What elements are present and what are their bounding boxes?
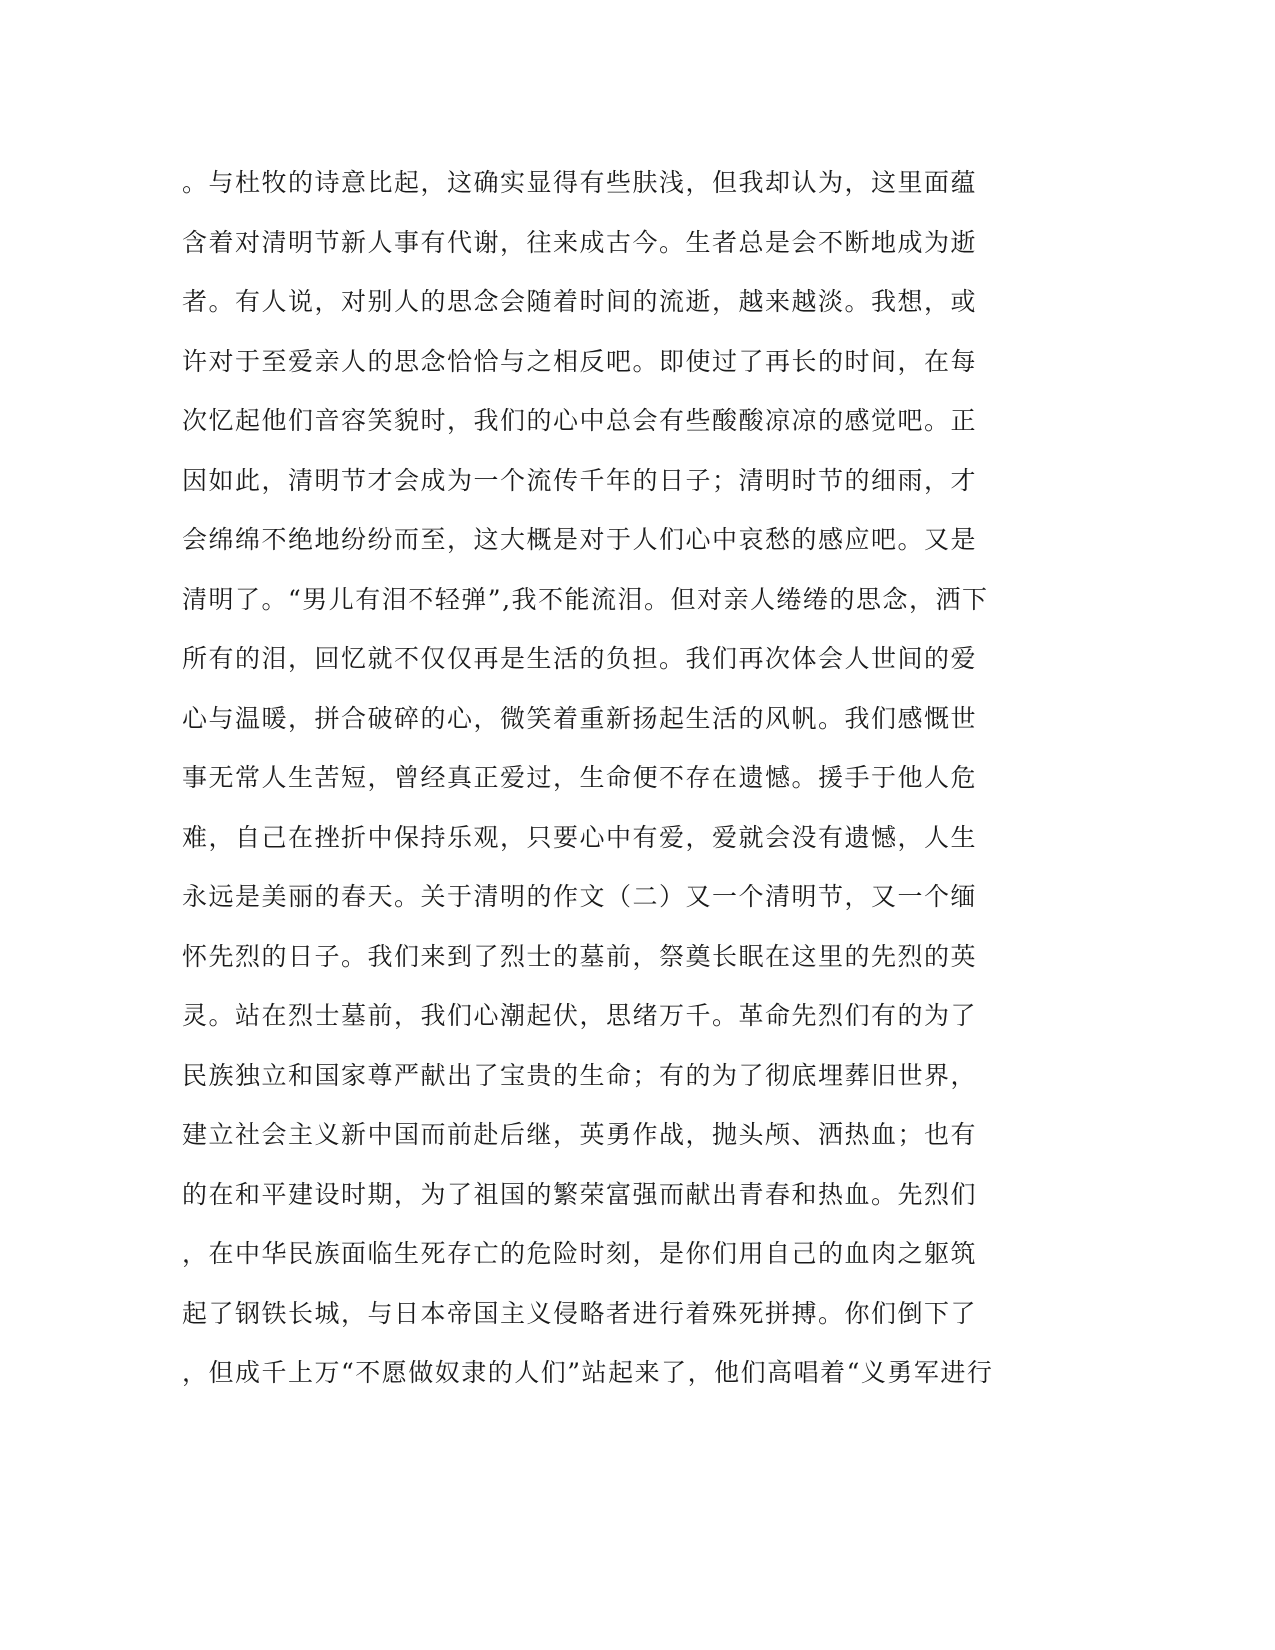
- text-line: 事无常人生苦短，曾经真正爱过，生命便不存在遗憾。援手于他人危: [182, 763, 978, 792]
- text-line: 的在和平建设时期，为了祖国的繁荣富强而献出青春和热血。先烈们: [182, 1179, 978, 1209]
- text-line: 民族独立和国家尊严献出了宝贵的生命；有的为了彻底埋葬旧世界，: [182, 1060, 978, 1090]
- text-line: ，在中华民族面临生死存亡的危险时刻，是你们用自己的血肉之躯筑: [182, 1239, 978, 1268]
- text-line: 清明了。“男儿有泪不轻弹”,我不能流泪。但对亲人绻绻的思念，洒下: [182, 584, 989, 614]
- text-line: 因如此，清明节才会成为一个流传千年的日子；清明时节的细雨，才: [182, 465, 978, 495]
- text-line: 所有的泪，回忆就不仅仅再是生活的负担。我们再次体会人世间的爱: [182, 644, 978, 673]
- text-line: 。与杜牧的诗意比起，这确实显得有些肤浅，但我却认为，这里面蕴: [182, 168, 978, 197]
- text-line: 会绵绵不绝地纷纷而至，这大概是对于人们心中哀愁的感应吧。又是: [182, 525, 978, 554]
- text-line: 建立社会主义新中国而前赴后继，英勇作战，抛头颅、洒热血；也有: [182, 1120, 978, 1149]
- text-line: 起了钢铁长城，与日本帝国主义侵略者进行着殊死拼搏。你们倒下了: [182, 1298, 978, 1328]
- text-line: 许对于至爱亲人的思念恰恰与之相反吧。即使过了再长的时间，在每: [182, 346, 978, 376]
- document-body: [182, 160, 1042, 1410]
- text-line: 次忆起他们音容笑貌时，我们的心中总会有些酸酸凉凉的感觉吧。正: [182, 406, 978, 435]
- text-line: 难，自己在挫折中保持乐观，只要心中有爱，爱就会没有遗憾，人生: [182, 822, 978, 852]
- text-line: ，但成千上万“不愿做奴隶的人们”站起来了，他们高唱着“义勇军进行: [182, 1358, 994, 1387]
- text-line: 含着对清明节新人事有代谢，往来成古今。生者总是会不断地成为逝: [182, 227, 978, 257]
- text-line: 永远是美丽的春天。关于清明的作文（二）又一个清明节，又一个缅: [182, 882, 978, 911]
- text-line: 灵。站在烈士墓前，我们心潮起伏，思绪万千。革命先烈们有的为了: [182, 1001, 978, 1030]
- text-line: 心与温暖，拼合破碎的心，微笑着重新扬起生活的风帆。我们感慨世: [182, 703, 978, 733]
- text-line: 者。有人说，对别人的思念会随着时间的流逝，越来越淡。我想，或: [182, 287, 978, 316]
- text-line: 怀先烈的日子。我们来到了烈士的墓前，祭奠长眠在这里的先烈的英: [182, 941, 978, 971]
